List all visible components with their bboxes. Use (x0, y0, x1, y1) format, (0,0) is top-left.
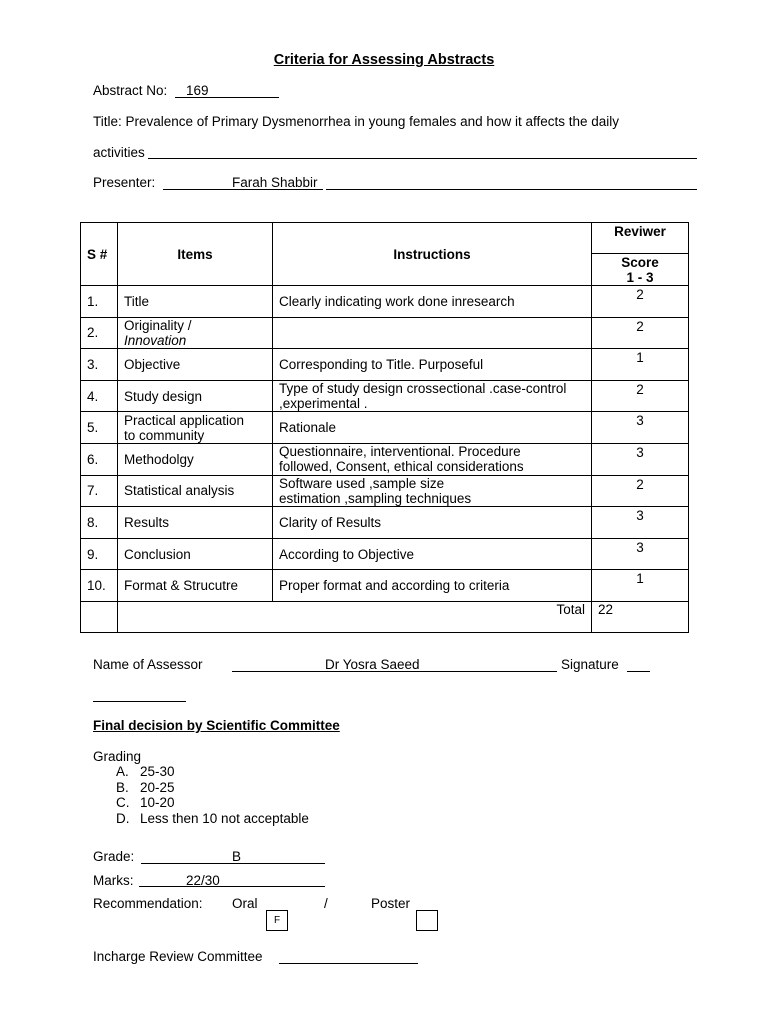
row-score (592, 380, 689, 412)
grade-option (116, 811, 309, 827)
row-sn (81, 443, 118, 475)
row-instruction (273, 507, 592, 539)
table-row (81, 349, 689, 381)
assessor-value: Dr Yosra Saeed (325, 657, 420, 672)
row-score-text: 2 (636, 381, 644, 397)
row-instruction (273, 286, 592, 318)
grade-option (116, 780, 309, 796)
incharge-underline (279, 963, 418, 964)
header-reviewer: Reviwer (592, 223, 689, 254)
row-instruction (273, 317, 592, 349)
row-sn-text: 6. (87, 451, 99, 467)
grade-option (116, 764, 309, 780)
marks-label: Marks: (93, 873, 134, 888)
criteria-table (80, 222, 689, 633)
grade-option-text: 20-25 (140, 779, 175, 795)
abstract-title-line2: activities (93, 145, 145, 160)
row-instruction-text-2: ,experimental . (279, 396, 368, 412)
row-item (118, 380, 273, 412)
row-score (592, 443, 689, 475)
final-decision-heading: Final decision by Scientific Committee (93, 718, 340, 733)
row-item (118, 570, 273, 602)
row-sn-text: 10. (87, 578, 106, 594)
grade-option-letter: D. (116, 810, 130, 826)
grading-label: Grading (93, 749, 142, 764)
signature-underline (627, 671, 650, 672)
grade-option-text: 25-30 (140, 764, 175, 779)
row-sn-text: 2. (87, 325, 99, 341)
row-score-text: 1 (636, 571, 644, 587)
document-title: Criteria for Assessing Abstracts (273, 52, 495, 68)
presenter-underline-left (163, 189, 323, 190)
row-item (118, 443, 273, 475)
assessor-label: Name of Assessor (93, 657, 203, 672)
table-row (81, 570, 689, 602)
row-item-text: Methodolgy (124, 451, 194, 467)
header-instructions: Instructions (273, 223, 592, 286)
row-item-text: Study design (124, 388, 203, 404)
table-row (81, 507, 689, 539)
row-sn (81, 317, 118, 349)
table-row (81, 317, 689, 349)
abstract-no-value: 169 (186, 83, 209, 98)
row-instruction-text: Software used ,sample size (279, 475, 445, 491)
row-sn (81, 380, 118, 412)
row-item-text: Statistical analysis (124, 483, 235, 499)
row-sn (81, 475, 118, 507)
row-item (118, 412, 273, 444)
abstract-no-label: Abstract No: (93, 83, 168, 98)
row-instruction-text: Clarity of Results (279, 514, 382, 530)
poster-checkbox[interactable] (416, 910, 438, 931)
grade-option-letter: B. (116, 779, 129, 795)
row-item (118, 507, 273, 539)
grade-value: B (232, 849, 242, 864)
row-sn (81, 570, 118, 602)
row-item (118, 317, 273, 349)
title-underline (148, 158, 697, 159)
table-row (81, 538, 689, 570)
grade-label: Grade: (93, 849, 135, 864)
row-score-text: 3 (636, 539, 644, 555)
row-score (592, 475, 689, 507)
row-sn (81, 538, 118, 570)
row-sn (81, 507, 118, 539)
row-item (118, 286, 273, 318)
presenter-label: Presenter: (93, 175, 156, 190)
grade-option-text: 10-20 (140, 795, 175, 810)
oral-label: Oral (232, 896, 258, 911)
row-instruction-text: According to Objective (279, 546, 415, 562)
row-score (592, 349, 689, 381)
row-instruction-text: Type of study design crossectional .case-control (279, 381, 567, 397)
grade-option-text: Less then 10 not acceptable (140, 810, 309, 826)
row-sn-text: 7. (87, 483, 99, 499)
abstract-no-underline (175, 97, 279, 98)
marks-value: 22/30 (186, 873, 220, 888)
presenter-underline-right (326, 189, 697, 190)
row-item-text: Practical application (124, 412, 245, 428)
row-score (592, 538, 689, 570)
row-score (592, 570, 689, 602)
row-item-text: Originality / (124, 317, 192, 333)
row-item-text: Title (124, 293, 150, 309)
header-score-range: 1 - 3 (626, 270, 654, 285)
table-row (81, 443, 689, 475)
row-score (592, 507, 689, 539)
row-item-text: Format & Strucutre (124, 578, 239, 594)
row-item (118, 538, 273, 570)
row-item-text: Objective (124, 356, 181, 372)
row-sn-text: 8. (87, 514, 99, 530)
row-score-text: 2 (636, 318, 644, 334)
row-item-text: Conclusion (124, 546, 191, 562)
row-score (592, 286, 689, 318)
recommendation-slash: / (324, 896, 328, 911)
row-instruction (273, 538, 592, 570)
table-row (81, 475, 689, 507)
row-score-text: 3 (636, 508, 644, 524)
row-instruction-text: Rationale (279, 420, 337, 436)
table-row (81, 412, 689, 444)
grade-underline (141, 863, 325, 864)
row-instruction (273, 475, 592, 507)
row-instruction (273, 380, 592, 412)
incharge-label: Incharge Review Committee (93, 949, 263, 964)
row-instruction (273, 443, 592, 475)
row-sn (81, 349, 118, 381)
grade-option-letter: C. (116, 795, 130, 810)
row-instruction-text-2: followed, Consent, ethical considerations (279, 459, 524, 475)
row-item (118, 349, 273, 381)
header-score-label: Score (621, 255, 659, 270)
row-item-text-2: Innovation (124, 332, 187, 348)
row-score-text: 2 (636, 287, 644, 302)
grade-option (116, 795, 309, 811)
marks-underline (139, 886, 325, 887)
oral-checkbox[interactable]: F (266, 910, 288, 931)
presenter-value: Farah Shabbir (232, 175, 318, 190)
recommendation-label: Recommendation: (93, 896, 203, 911)
row-sn-text: 4. (87, 388, 99, 404)
row-item (118, 475, 273, 507)
total-sn-cell (81, 601, 118, 632)
signature-underline-2 (93, 701, 186, 702)
header-items: Items (118, 223, 273, 286)
row-score (592, 317, 689, 349)
row-instruction-text-2: estimation ,sampling techniques (279, 490, 472, 506)
header-score (592, 254, 689, 286)
total-value: 22 (592, 601, 689, 632)
header-sn: S # (81, 223, 118, 286)
row-instruction (273, 412, 592, 444)
row-sn-text: 9. (87, 546, 99, 562)
row-score-text: 3 (636, 413, 644, 429)
row-instruction (273, 349, 592, 381)
grade-option-letter: A. (116, 764, 129, 779)
row-instruction-text: Questionnaire, interventional. Procedure (279, 444, 521, 460)
row-sn-text: 5. (87, 420, 99, 436)
row-score-text: 3 (636, 444, 644, 460)
grades-list (116, 764, 309, 826)
row-item-text: Results (124, 514, 170, 530)
row-item-text-2: to community (124, 427, 205, 443)
poster-label: Poster (371, 896, 411, 911)
row-sn-text: 3. (87, 356, 99, 372)
total-label: Total (118, 601, 592, 632)
row-instruction (273, 570, 592, 602)
row-score-text: 2 (636, 476, 644, 492)
row-instruction-text: Clearly indicating work done inresearch (279, 293, 515, 309)
table-row (81, 286, 689, 318)
row-sn-text: 1. (87, 293, 99, 309)
row-instruction-text: Corresponding to Title. Purposeful (279, 356, 484, 372)
assessor-underline (232, 671, 557, 672)
row-instruction-text: Proper format and according to criteria (279, 578, 510, 594)
abstract-title-line1: Title: Prevalence of Primary Dysmenorrhea in young females and how it affects the daily (93, 114, 619, 129)
row-sn (81, 412, 118, 444)
signature-label: Signature (561, 657, 619, 672)
row-score-text: 1 (636, 350, 644, 366)
row-sn (81, 286, 118, 318)
row-score (592, 412, 689, 444)
table-row (81, 380, 689, 412)
